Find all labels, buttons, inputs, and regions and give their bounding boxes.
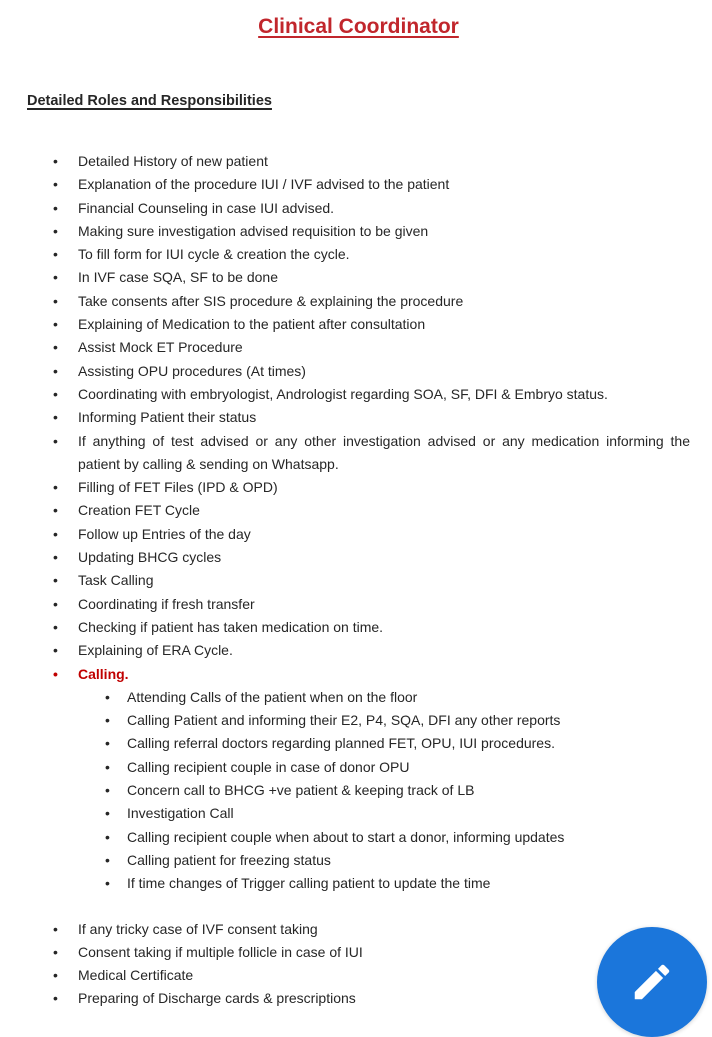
list-item: • Financial Counseling in case IUI advised. — [27, 197, 690, 220]
list-item: • Detailed History of new patient — [27, 150, 690, 173]
list-item: • Creation FET Cycle — [27, 499, 690, 522]
list-item: • Making sure investigation advised requisition to be given — [27, 220, 690, 243]
document-page — [0, 13, 712, 1011]
list-item: • Calling Patient and informing their E2, P4, SQA, DFI any other reports — [78, 709, 690, 732]
calling-group — [27, 663, 690, 896]
edit-fab-button[interactable] — [597, 927, 707, 1037]
list-item: • Attending Calls of the patient when on the floor — [78, 686, 690, 709]
list-item: • Calling referral doctors regarding planned FET, OPU, IUI procedures. — [78, 732, 690, 755]
list-item: • If time changes of Trigger calling patient to update the time — [78, 872, 690, 895]
list-item: • Follow up Entries of the day — [27, 523, 690, 546]
list-item: • Filling of FET Files (IPD & OPD) — [27, 476, 690, 499]
list-item: • If anything of test advised or any other investigation advised or any medication informing the patient by calling & sending on Whatsapp. — [27, 430, 690, 477]
list-item: • Updating BHCG cycles — [27, 546, 690, 569]
list-item: • Informing Patient their status — [27, 406, 690, 429]
list-item: • Assist Mock ET Procedure — [27, 336, 690, 359]
list-item: • Task Calling — [27, 569, 690, 592]
list-item: • In IVF case SQA, SF to be done — [27, 266, 690, 289]
list-item: • Calling recipient couple when about to start a donor, informing updates — [78, 826, 690, 849]
list-item: • Calling patient for freezing status — [78, 849, 690, 872]
list-item: • Preparing of Discharge cards & prescriptions — [27, 987, 690, 1010]
list-item: • Investigation Call — [78, 802, 690, 825]
page-title: Clinical Coordinator — [258, 15, 459, 38]
closing-list — [27, 918, 690, 1011]
list-item: • Explaining of ERA Cycle. — [27, 639, 690, 662]
list-item: • Medical Certificate — [27, 964, 690, 987]
list-item: • Calling recipient couple in case of donor OPU — [78, 756, 690, 779]
calling-label: Calling. — [78, 665, 129, 682]
list-item: • Explaining of Medication to the patient after consultation — [27, 313, 690, 336]
list-item: • Coordinating if fresh transfer — [27, 593, 690, 616]
list-item: • Take consents after SIS procedure & explaining the procedure — [27, 290, 690, 313]
roles-list — [27, 150, 690, 663]
calling-sublist — [78, 686, 690, 896]
list-item-calling — [27, 663, 690, 896]
list-item: • Explanation of the procedure IUI / IVF advised to the patient — [27, 173, 690, 196]
list-item: • Consent taking if multiple follicle in case of IUI — [27, 941, 690, 964]
list-item: • If any tricky case of IVF consent taking — [27, 918, 690, 941]
list-item: • Checking if patient has taken medication on time. — [27, 616, 690, 639]
pencil-icon — [629, 959, 675, 1005]
section-heading: Detailed Roles and Responsibilities — [27, 93, 272, 109]
list-item: • Coordinating with embryologist, Andrologist regarding SOA, SF, DFI & Embryo status. — [27, 383, 690, 406]
list-item: • Concern call to BHCG +ve patient & keeping track of LB — [78, 779, 690, 802]
list-item: • Assisting OPU procedures (At times) — [27, 360, 690, 383]
list-item: • To fill form for IUI cycle & creation the cycle. — [27, 243, 690, 266]
